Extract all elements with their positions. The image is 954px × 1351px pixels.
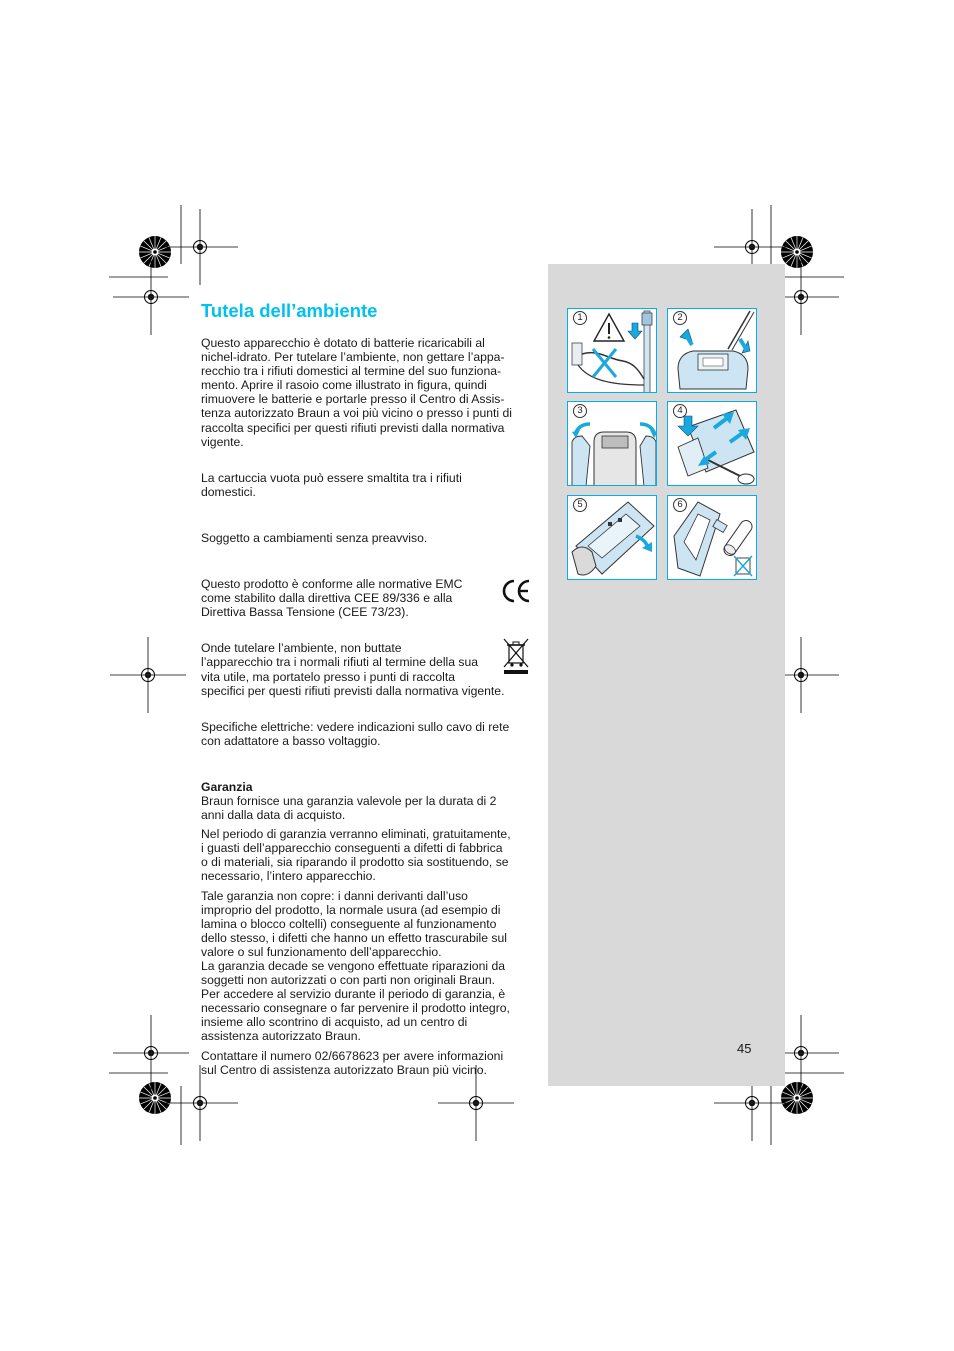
electrical-specs-paragraph: Specifiche elettriche: vedere indicazioni sullo cavo di rete con adattatore a basso voltaggio. [201,719,510,748]
figure-number: 5 [573,498,587,512]
warranty-coverage-paragraph: Nel periodo di garanzia verranno eliminati, gratuitamente, i guasti dell’apparecchio conseguenti a difetti di fabbrica o di materiali, sia riparando il prodotto sia sostituendo, se necessario, l’intero apparecchio. [201,827,511,884]
crossed-bin-icon [734,556,752,576]
figure-1 [567,308,657,393]
emc-paragraph: Questo prodotto è conforme alle normative EMC come stabilito dalla direttiva CEE 89/336 e alla Direttiva Bassa Tensione (CEE 73/23). [201,577,463,620]
figure-number: 1 [573,311,587,325]
weee-paragraph: Onde tutelare l’ambiente, non buttate l’apparecchio tra i normali rifiuti al termine della sua vita utile, ma portatelo presso i punti di raccolta specifici per questi rifiuti previsti dalla normativa vigente. [201,641,505,698]
warranty-duration-paragraph: Braun fornisce una garanzia valevole per la durata di 2 anni dalla data di acquisto. [201,793,497,823]
changes-notice: Soggetto a cambiamenti senza preavviso. [201,530,428,545]
section-title: Tutela dell’ambiente [201,300,378,321]
figure-5 [567,495,657,580]
figure-number: 2 [673,311,687,325]
figure-2 [667,308,757,393]
cartridge-paragraph: La cartuccia vuota può essere smaltita tra i rifiuti domestici. [201,470,462,499]
crossed-bin-icon [501,637,531,675]
figure-4 [667,401,757,486]
ce-mark-icon [500,577,532,605]
text-column [201,300,531,1077]
figure-3 [567,401,657,486]
figure-number: 4 [673,404,687,418]
warranty-contact-paragraph: Contattare il numero 02/6678623 per avere informazioni sul Centro di assistenza autorizzato Braun più vicino. [201,1048,504,1077]
page-number: 45 [737,1041,752,1056]
figure-number: 3 [573,404,587,418]
figure-6 [667,495,757,580]
weee-block [201,641,531,697]
warranty-heading: Garanzia [201,779,253,794]
ce-block [201,577,531,619]
batteries-paragraph: Questo apparecchio è dotato di batterie ricaricabili al nichel-idrato. Per tutelare l’ambiente, non gettare l’appa- recchio tra i rifiuti domestici al termine del suo funziona- mento. Aprire il rasoio come illustrato in figura, quindi rimuovere le batterie e portarle presso il Centro di Assis- tenza autorizzato Braun a voi più vicino o presso i punti di raccolta specifici per questi rifiuti previsti dalla normativa vigente. [201,336,512,449]
figure-number: 6 [673,498,687,512]
warranty-exclusions-paragraph: Tale garanzia non copre: i danni derivanti dall’uso improprio del prodotto, la normale usura (ad esempio di lamina o blocco coltelli) conseguente al funzionamento dello stesso, i difetti che hanno un effetto trascurabile sul valore o sul funzionamento dell’apparecchio. La garanzia decade se vengono effettuate riparazioni da soggetti non autorizzati o con parti non originali Braun. Per accedere al servizio durante il periodo di garanzia, è necessario consegnare o far pervenire il prodotto integro, insieme allo scontrino di acquisto, ad un centro di assistenza autorizzato Braun. [201,888,510,1044]
